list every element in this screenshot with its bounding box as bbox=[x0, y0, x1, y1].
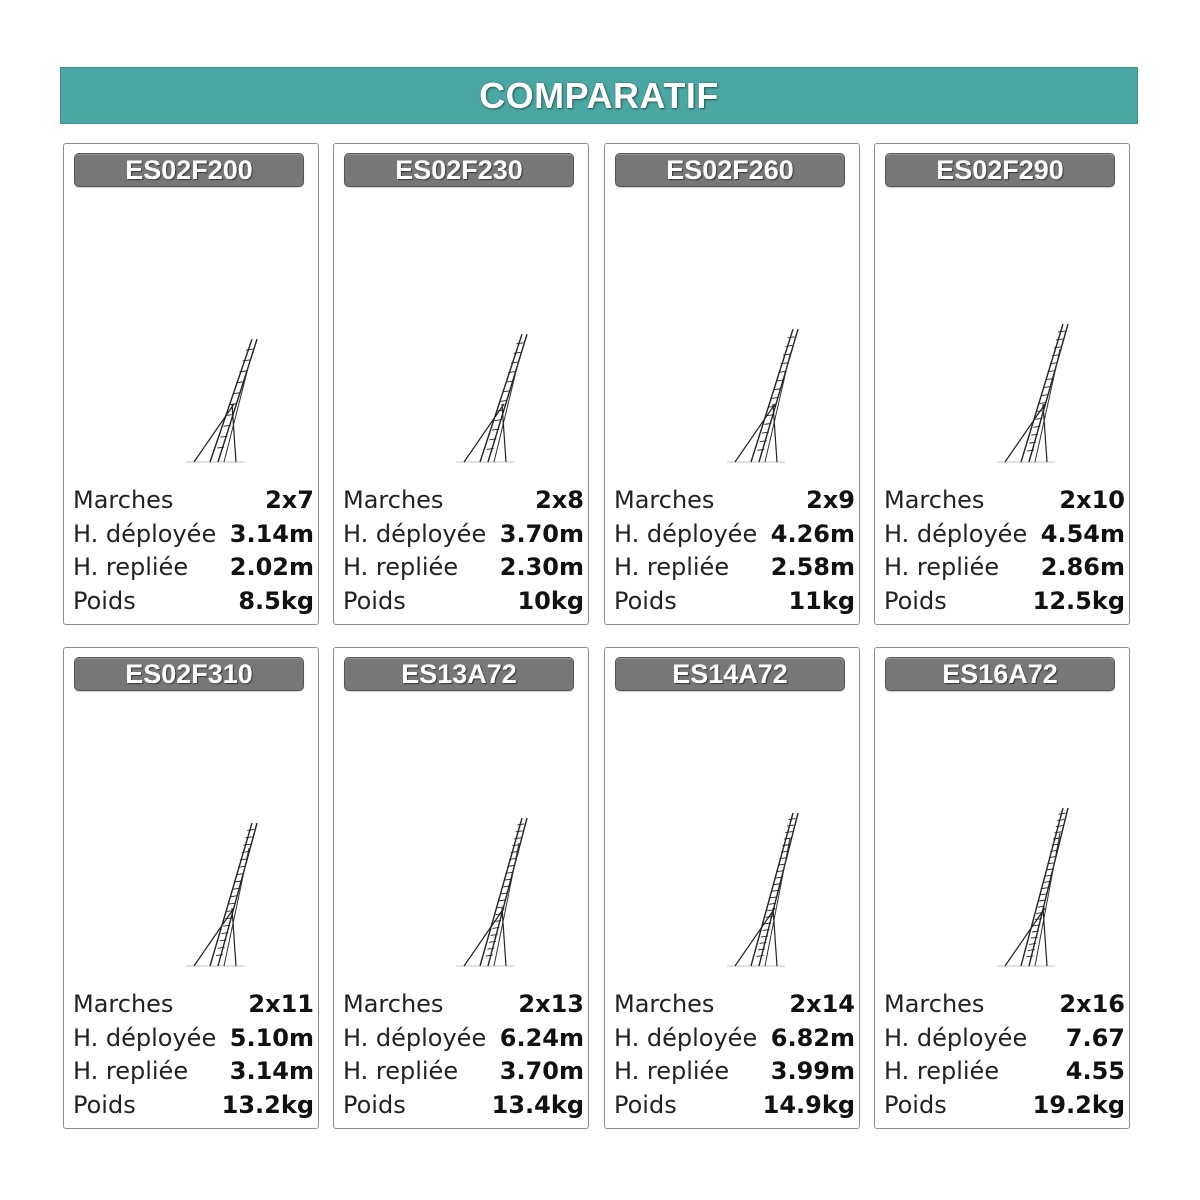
deployed-height-row bbox=[73, 520, 314, 554]
model-name: ES02F260 bbox=[666, 154, 794, 185]
spec-label: Marches bbox=[73, 990, 174, 1018]
spec-value: 4.26m bbox=[770, 519, 855, 548]
spec-label: H. déployée bbox=[73, 1023, 217, 1052]
triple-extension-ladder-icon bbox=[935, 294, 1075, 464]
model-badge bbox=[885, 153, 1115, 187]
model-badge bbox=[74, 657, 304, 691]
folded-height-row bbox=[343, 1057, 584, 1091]
spec-value: 12.5kg bbox=[1032, 586, 1125, 615]
folded-height-row bbox=[343, 553, 584, 587]
specs-list bbox=[73, 486, 314, 620]
spec-value: 13.4kg bbox=[491, 1090, 584, 1119]
spec-value: 14.9kg bbox=[762, 1090, 855, 1119]
product-card bbox=[874, 143, 1130, 625]
spec-value: 3.70m bbox=[499, 1057, 584, 1085]
steps-row bbox=[614, 486, 855, 520]
spec-label: H. repliée bbox=[343, 553, 459, 581]
deployed-height-row bbox=[884, 520, 1125, 554]
spec-label: Poids bbox=[73, 586, 136, 615]
spec-value: 2.86m bbox=[1040, 553, 1125, 581]
spec-value: 2x7 bbox=[265, 486, 314, 514]
spec-value: 2x14 bbox=[789, 990, 855, 1018]
triple-extension-ladder-icon bbox=[665, 294, 805, 464]
model-badge bbox=[344, 153, 574, 187]
spec-label: H. déployée bbox=[73, 519, 217, 548]
spec-value: 7.67 bbox=[1065, 1023, 1125, 1052]
product-card bbox=[333, 647, 589, 1129]
spec-value: 5.10m bbox=[229, 1023, 314, 1052]
model-name: ES14A72 bbox=[672, 658, 788, 689]
product-card bbox=[874, 647, 1130, 1129]
product-card bbox=[63, 143, 319, 625]
spec-label: Marches bbox=[614, 486, 715, 514]
comparison-banner bbox=[60, 67, 1138, 124]
spec-value: 6.82m bbox=[770, 1023, 855, 1052]
spec-label: H. déployée bbox=[884, 519, 1028, 548]
spec-value: 2x16 bbox=[1059, 990, 1125, 1018]
model-name: ES02F230 bbox=[395, 154, 523, 185]
weight-row bbox=[343, 587, 584, 621]
steps-row bbox=[73, 990, 314, 1024]
model-badge bbox=[885, 657, 1115, 691]
spec-value: 6.24m bbox=[499, 1023, 584, 1052]
spec-value: 3.14m bbox=[229, 519, 314, 548]
spec-value: 10kg bbox=[517, 586, 584, 615]
model-badge bbox=[615, 153, 845, 187]
spec-label: H. déployée bbox=[884, 1023, 1028, 1052]
product-card bbox=[604, 647, 860, 1129]
steps-row bbox=[343, 486, 584, 520]
weight-row bbox=[884, 587, 1125, 621]
deployed-height-row bbox=[884, 1024, 1125, 1058]
spec-label: Poids bbox=[343, 586, 406, 615]
folded-height-row bbox=[884, 1057, 1125, 1091]
triple-extension-ladder-icon bbox=[935, 798, 1075, 968]
spec-label: H. repliée bbox=[73, 553, 189, 581]
spec-label: H. repliée bbox=[884, 1057, 1000, 1085]
steps-row bbox=[614, 990, 855, 1024]
spec-value: 3.14m bbox=[229, 1057, 314, 1085]
spec-value: 2.02m bbox=[229, 553, 314, 581]
folded-height-row bbox=[614, 553, 855, 587]
spec-value: 2x13 bbox=[518, 990, 584, 1018]
spec-label: Poids bbox=[343, 1090, 406, 1119]
deployed-height-row bbox=[343, 520, 584, 554]
product-card bbox=[604, 143, 860, 625]
spec-value: 2.58m bbox=[770, 553, 855, 581]
folded-height-row bbox=[73, 1057, 314, 1091]
spec-label: Poids bbox=[884, 1090, 947, 1119]
specs-list bbox=[614, 990, 855, 1124]
deployed-height-row bbox=[73, 1024, 314, 1058]
folded-height-row bbox=[614, 1057, 855, 1091]
specs-list bbox=[614, 486, 855, 620]
folded-height-row bbox=[884, 553, 1125, 587]
spec-value: 4.55 bbox=[1065, 1057, 1125, 1085]
model-badge bbox=[344, 657, 574, 691]
triple-extension-ladder-icon bbox=[124, 294, 264, 464]
triple-extension-ladder-icon bbox=[394, 798, 534, 968]
spec-value: 2x8 bbox=[535, 486, 584, 514]
spec-label: Poids bbox=[614, 1090, 677, 1119]
steps-row bbox=[73, 486, 314, 520]
spec-value: 8.5kg bbox=[238, 586, 314, 615]
steps-row bbox=[343, 990, 584, 1024]
specs-list bbox=[343, 486, 584, 620]
steps-row bbox=[884, 486, 1125, 520]
model-badge bbox=[74, 153, 304, 187]
folded-height-row bbox=[73, 553, 314, 587]
product-card bbox=[63, 647, 319, 1129]
spec-value: 11kg bbox=[788, 586, 855, 615]
spec-label: H. déployée bbox=[343, 519, 487, 548]
spec-label: H. repliée bbox=[73, 1057, 189, 1085]
spec-value: 2.30m bbox=[499, 553, 584, 581]
model-name: ES02F290 bbox=[936, 154, 1064, 185]
spec-value: 2x9 bbox=[806, 486, 855, 514]
deployed-height-row bbox=[343, 1024, 584, 1058]
spec-value: 2x11 bbox=[248, 990, 314, 1018]
spec-value: 19.2kg bbox=[1032, 1090, 1125, 1119]
model-name: ES16A72 bbox=[942, 658, 1058, 689]
specs-list bbox=[343, 990, 584, 1124]
spec-label: H. repliée bbox=[614, 1057, 730, 1085]
spec-label: H. repliée bbox=[614, 553, 730, 581]
model-name: ES02F310 bbox=[125, 658, 253, 689]
spec-value: 13.2kg bbox=[221, 1090, 314, 1119]
spec-label: Marches bbox=[884, 486, 985, 514]
specs-list bbox=[884, 486, 1125, 620]
spec-label: Marches bbox=[343, 486, 444, 514]
triple-extension-ladder-icon bbox=[665, 798, 805, 968]
spec-label: Poids bbox=[73, 1090, 136, 1119]
weight-row bbox=[884, 1091, 1125, 1125]
weight-row bbox=[343, 1091, 584, 1125]
spec-label: Marches bbox=[884, 990, 985, 1018]
spec-label: H. repliée bbox=[343, 1057, 459, 1085]
spec-label: Poids bbox=[884, 586, 947, 615]
weight-row bbox=[614, 1091, 855, 1125]
triple-extension-ladder-icon bbox=[394, 294, 534, 464]
model-name: ES02F200 bbox=[125, 154, 253, 185]
spec-label: Marches bbox=[73, 486, 174, 514]
product-card bbox=[333, 143, 589, 625]
weight-row bbox=[73, 587, 314, 621]
spec-value: 3.99m bbox=[770, 1057, 855, 1085]
spec-value: 3.70m bbox=[499, 519, 584, 548]
weight-row bbox=[73, 1091, 314, 1125]
spec-label: H. déployée bbox=[614, 1023, 758, 1052]
weight-row bbox=[614, 587, 855, 621]
spec-label: H. repliée bbox=[884, 553, 1000, 581]
deployed-height-row bbox=[614, 520, 855, 554]
deployed-height-row bbox=[614, 1024, 855, 1058]
spec-label: H. déployée bbox=[614, 519, 758, 548]
specs-list bbox=[884, 990, 1125, 1124]
page-title: COMPARATIF bbox=[479, 74, 719, 116]
model-name: ES13A72 bbox=[401, 658, 517, 689]
spec-label: Marches bbox=[343, 990, 444, 1018]
spec-label: H. déployée bbox=[343, 1023, 487, 1052]
spec-label: Marches bbox=[614, 990, 715, 1018]
model-badge bbox=[615, 657, 845, 691]
triple-extension-ladder-icon bbox=[124, 798, 264, 968]
spec-value: 2x10 bbox=[1059, 486, 1125, 514]
spec-label: Poids bbox=[614, 586, 677, 615]
spec-value: 4.54m bbox=[1040, 519, 1125, 548]
specs-list bbox=[73, 990, 314, 1124]
steps-row bbox=[884, 990, 1125, 1024]
